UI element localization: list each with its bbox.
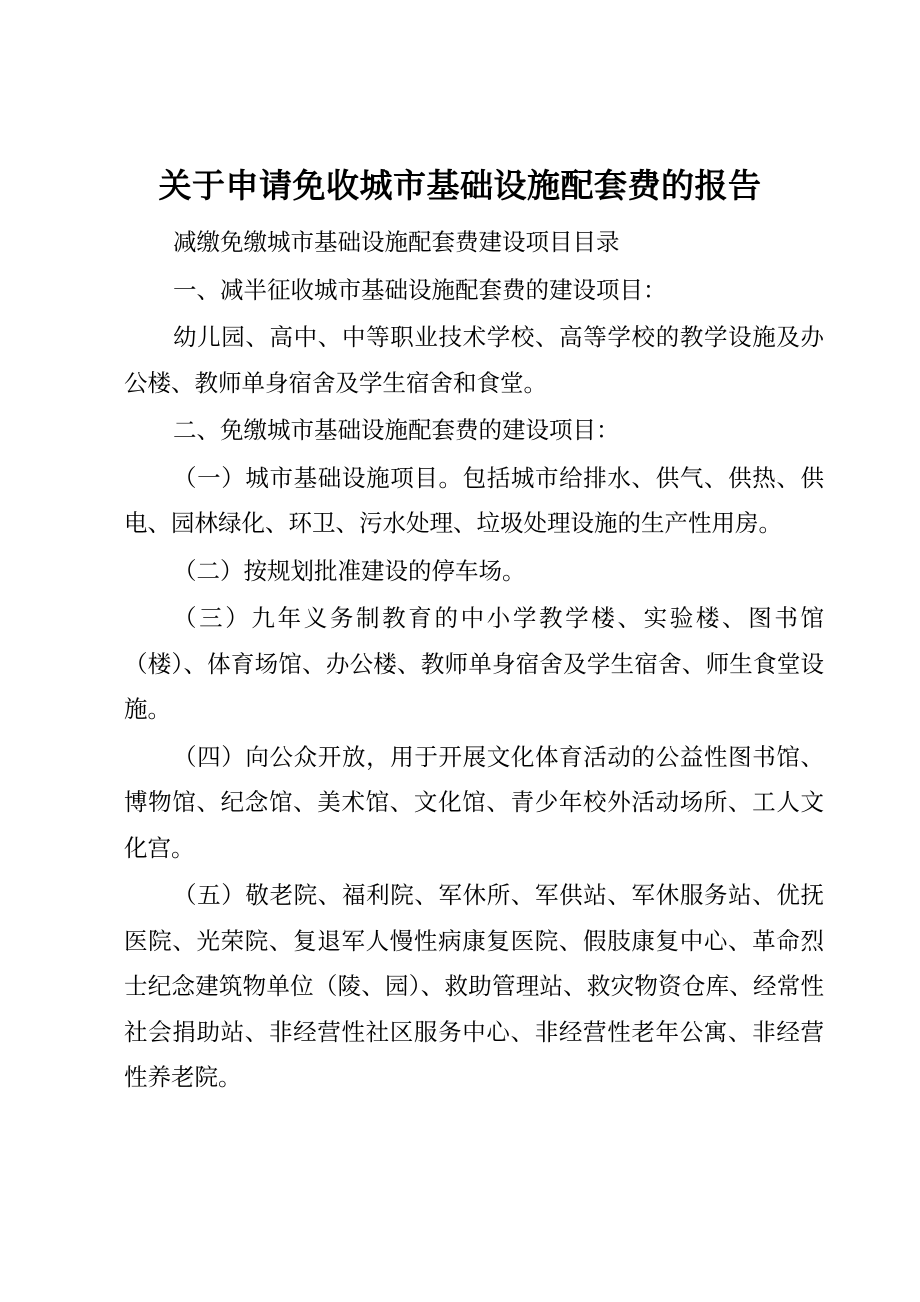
document-title: 关于申请免收城市基础设施配套费的报告 [158,166,762,205]
section-one-heading: 一、减半征收城市基础设施配套费的建设项目： [173,275,667,304]
document-body [124,220,824,1101]
item-one: （一）城市基础设施项目。包括城市给排水、供气、供热、供电、园林绿化、环卫、污水处理、垃圾处理设施的生产性用房。 [124,463,824,537]
item-two: （二）按规划批准建设的停车场。 [173,556,526,585]
item-four: （四）向公众开放，用于开展文化体育活动的公益性图书馆、博物馆、纪念馆、美术馆、文化馆、青少年校外活动场所、工人文化宫。 [124,742,824,862]
section-one-body: 幼儿园、高中、中等职业技术学校、高等学校的教学设施及办公楼、教师单身宿舍及学生宿舍和食堂。 [124,323,824,397]
item-three: （三）九年义务制教育的中小学教学楼、实验楼、图书馆（楼）、体育场馆、办公楼、教师单身宿舍及学生宿舍、师生食堂设施。 [124,604,824,723]
section-two-heading: 二、免缴城市基础设施配套费的建设项目： [173,416,620,444]
item-five: （五）敬老院、福利院、军休所、军供站、军休服务站、优抚医院、光荣院、复退军人慢性病康复医院、假肢康复中心、革命烈士纪念建筑物单位（陵、园）、救助管理站、救灾物资仓库、经常性社会捐助站、非经营性社区服务中心、非经营性老年公寓、非经营性养老院。 [124,881,824,1091]
catalog-heading: 减缴免缴城市基础设施配套费建设项目目录 [173,228,620,256]
